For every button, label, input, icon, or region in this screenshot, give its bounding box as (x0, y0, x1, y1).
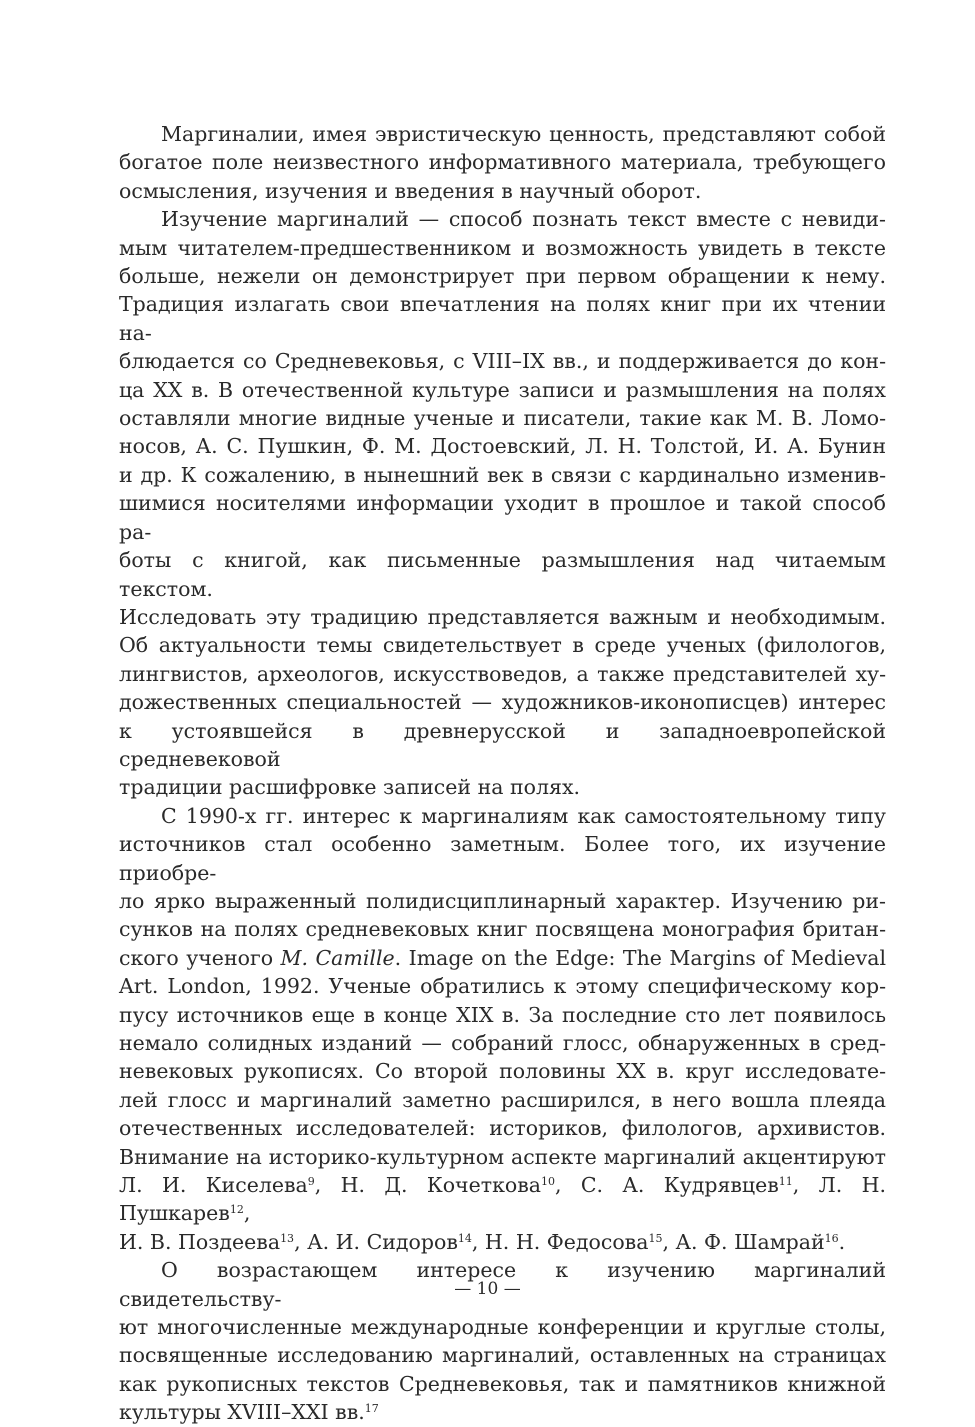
footnote-ref[interactable]: 16 (824, 1231, 839, 1245)
paragraph (119, 205, 886, 802)
text-line (119, 1171, 886, 1228)
text-segment: , (243, 1201, 251, 1226)
text-segment: , А. Ф. Шамрай (662, 1229, 825, 1254)
text-line: пусу источников еще в конце XIX в. За последние сто лет появилось (119, 1002, 886, 1027)
text-line: источников стал особенно заметным. Более того, их изучение приобре- (119, 832, 886, 885)
text-line (119, 944, 886, 972)
text-line: как рукописных текстов Средневековья, так и памятников книжной (119, 1371, 886, 1396)
text-line: блюдается со Средневековья, с VIII–IX вв., и поддерживается до кон- (119, 349, 886, 374)
footnote-ref[interactable]: 17 (364, 1402, 379, 1416)
text-segment: культуры XVIII–XXI вв. (119, 1400, 365, 1425)
text-line (119, 1398, 886, 1426)
text-segment: . Image on the Edge: The Margins of Medieval (394, 945, 887, 970)
text-line: Об актуальности темы свидетельствует в среде ученых (филологов, (119, 633, 886, 658)
text-line: ют многочисленные международные конференции и круглые столы, (119, 1315, 886, 1340)
text-line: шимися носителями информации уходит в прошлое и такой способ ра- (119, 491, 886, 544)
footnote-ref[interactable]: 10 (541, 1175, 556, 1189)
text-line: и др. К сожалению, в нынешний век в связи с кардинально изменив- (119, 462, 886, 487)
text-line: традиции расшифровке записей на полях. (119, 775, 581, 800)
text-line: Внимание на историко-культурном аспекте маргиналий акцентируют (119, 1144, 886, 1169)
text-line: лингвистов, археологов, искусствоведов, а также представителей ху- (119, 661, 886, 686)
footnote-ref[interactable]: 9 (307, 1175, 315, 1189)
text-line: дожественных специальностей — художников-иконописцев) интерес (119, 690, 886, 715)
text-line: немало солидных изданий — собраний глосс, обнаруженных в сред- (119, 1031, 886, 1055)
text-line: боты с книгой, как письменные размышления над читаемым текстом. (119, 548, 886, 601)
page-number: — 10 — (454, 1279, 521, 1299)
text-line: мым читателем-предшественником и возможность увидеть в тексте (119, 235, 886, 260)
text-line: сунков на полях средневековых книг посвящена монография британ- (119, 917, 886, 942)
text-segment: , Н. Д. Кочеткова (314, 1173, 542, 1198)
text-line (119, 1228, 886, 1256)
text-line: отечественных исследователей: историков, филологов, архивистов. (119, 1116, 886, 1141)
text-line: оставляли многие видные ученые и писатели, такие как М. В. Ломо- (119, 406, 886, 431)
text-segment: . (838, 1229, 846, 1254)
text-line: Традиция излагать свои впечатления на полях книг при их чтении на- (119, 292, 886, 345)
text-line: посвященные исследованию маргиналий, оставленных на страницах (119, 1343, 886, 1368)
text-line: носов, А. С. Пушкин, Ф. М. Достоевский, Л. Н. Толстой, И. А. Бунин (119, 434, 886, 459)
text-line: Изучение маргиналий — способ познать текст вместе с невиди- (161, 207, 886, 232)
text-line: богатое поле неизвестного информативного материала, требующего (119, 150, 886, 175)
text-line: О возрастающем интересе к изучению маргиналий свидетельству- (119, 1258, 886, 1311)
footnote-ref[interactable]: 14 (457, 1231, 472, 1245)
text-segment: Л. И. Киселева (119, 1173, 308, 1198)
text-segment: И. В. Поздеева (119, 1229, 281, 1254)
text-line: ло ярко выраженный полидисциплинарный характер. Изучению ри- (119, 888, 886, 913)
text-segment: ского ученого (119, 945, 281, 970)
footnote-ref[interactable]: 13 (280, 1231, 295, 1245)
text-line: Исследовать эту традицию представляется важным и необходимым. (119, 604, 886, 629)
text-segment: , Л. Н. Пушкарев (119, 1173, 887, 1226)
author-name-italic: M. Camille (280, 945, 395, 970)
text-line: к устоявшейся в древнерусской и западноевропейской средневековой (119, 718, 886, 771)
text-line: Маргиналии, имея эвристическую ценность, представляют собой (161, 122, 886, 146)
text-line: невековых рукописях. Со второй половины XX в. круг исследовате- (119, 1059, 886, 1084)
footnote-ref[interactable]: 11 (778, 1175, 793, 1189)
footnote-ref[interactable]: 15 (648, 1231, 663, 1245)
text-line: лей глосс и маргиналий заметно расширился, в него вошла плеяда (119, 1087, 886, 1112)
text-line: ца XX в. В отечественной культуре записи и размышления на полях (119, 377, 886, 402)
text-line: Art. London, 1992. Ученые обратились к этому специфическому кор- (119, 974, 886, 999)
text-segment: , А. И. Сидоров (294, 1229, 458, 1254)
paragraph (119, 120, 886, 205)
paragraph (119, 802, 886, 1257)
text-segment: , С. А. Кудрявцев (555, 1173, 779, 1198)
footnote-ref[interactable]: 12 (229, 1203, 244, 1217)
text-segment: , Н. Н. Федосова (471, 1229, 649, 1254)
page-body (119, 120, 886, 1427)
text-line: осмысления, изучения и введения в научный оборот. (119, 178, 702, 203)
text-line: больше, нежели он демонстрирует при первом обращении к нему. (119, 264, 886, 289)
text-line: С 1990-х гг. интерес к маргиналиям как самостоятельному типу (161, 803, 886, 828)
